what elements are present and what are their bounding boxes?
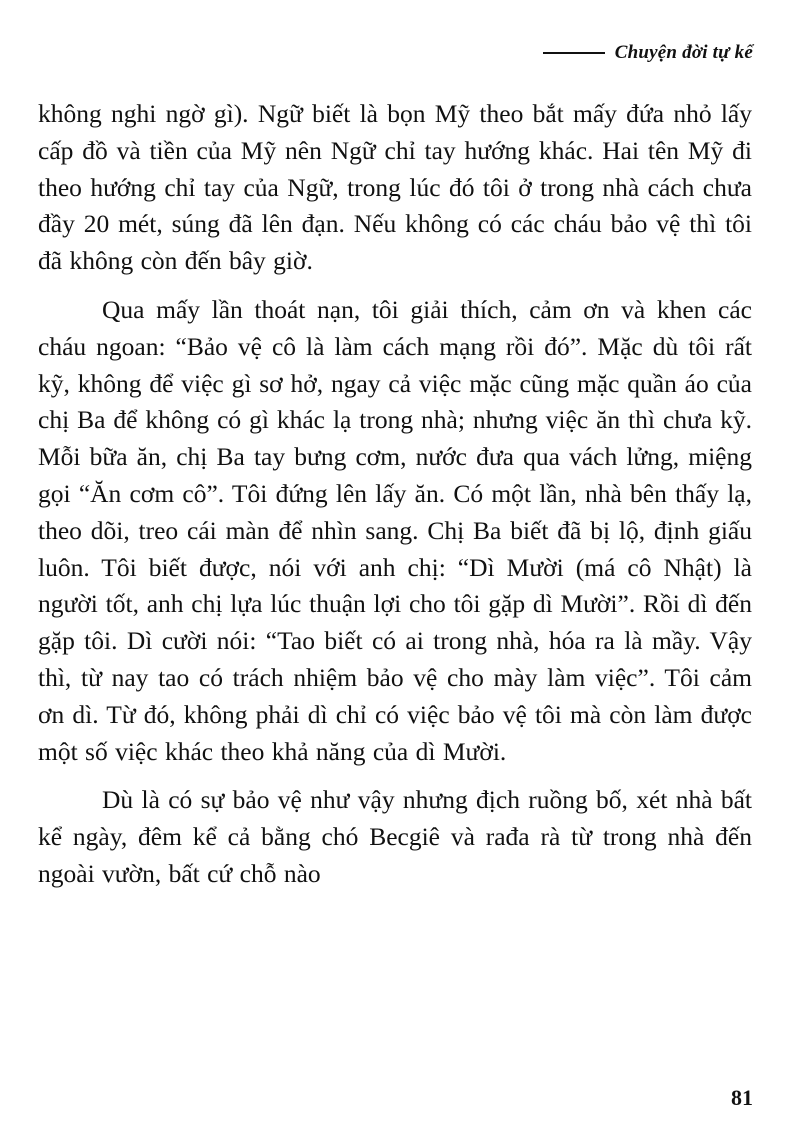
paragraph-3: Dù là có sự bảo vệ như vậy nhưng địch ruồng bố, xét nhà bất kể ngày, đêm kể cả bằng chó Becgiê và rađa rà từ trong nhà đến ngoài vườn, bất cứ chỗ nào — [38, 785, 752, 888]
page-body — [38, 96, 752, 893]
paragraph-2: Qua mấy lần thoát nạn, tôi giải thích, cảm ơn và khen các cháu ngoan: “Bảo vệ cô là làm cách mạng rồi đó”. Mặc dù tôi rất kỹ, không để việc gì sơ hở, ngay cả việc mặc cũng mặc quần áo của chị Ba để không có gì khác lạ trong nhà; nhưng việc ăn thì chưa kỹ. Mỗi bữa ăn, chị Ba tay bưng cơm, nước đưa qua vách lửng, miệng gọi “Ăn cơm cô”. Tôi đứng lên lấy ăn. Có một lần, nhà bên thấy lạ, theo dõi, treo cái màn để nhìn sang. Chị Ba biết đã bị lộ, định giấu luôn. Tôi biết được, nói với anh chị: “Dì Mười (má cô Nhật) là người tốt, anh chị lựa lúc thuận lợi cho tôi gặp dì Mười”. Rồi dì đến gặp tôi. Dì cười nói: “Tao biết có ai trong nhà, hóa ra là mầy. Vậy thì, từ nay tao có trách nhiệm bảo vệ cho mày làm việc”. Tôi cảm ơn dì. Từ đó, không phải dì chỉ có việc bảo vệ tôi mà còn làm được một số việc khác theo khả năng của dì Mười. — [38, 294, 752, 766]
running-header-title: Chuyện đời tự kể — [614, 42, 753, 63]
running-header — [543, 42, 753, 64]
paragraph-1: không nghi ngờ gì). Ngữ biết là bọn Mỹ theo bắt mấy đứa nhỏ lấy cấp đồ và tiền của Mỹ nên Ngữ chỉ tay hướng khác. Hai tên Mỹ đi theo hướng chỉ tay của Ngữ, trong lúc đó tôi ở trong nhà cách chưa đầy 20 mét, súng đã lên đạn. Nếu không có các cháu bảo vệ thì tôi đã không còn đến bây giờ. — [38, 99, 752, 276]
header-rule — [543, 52, 605, 54]
page-number: 81 — [731, 1085, 753, 1110]
